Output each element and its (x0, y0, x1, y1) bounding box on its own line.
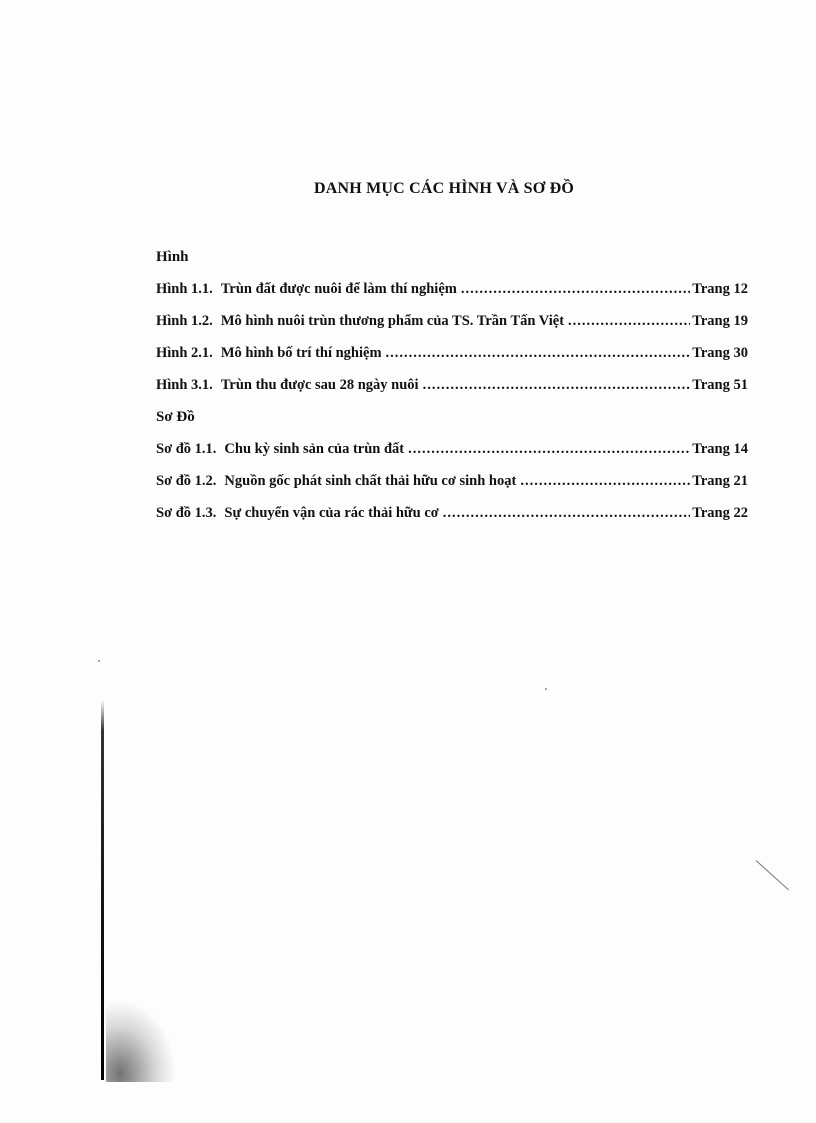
entry-number: Hình 2.1. (156, 345, 213, 361)
entry-number: Hình 1.2. (156, 313, 213, 329)
section-heading-diagrams: Sơ Đồ (156, 409, 195, 425)
dot-leader (443, 502, 690, 524)
list-item (156, 438, 748, 460)
entry-number: Hình 1.1. (156, 281, 213, 297)
entry-page: Trang 51 (692, 377, 748, 393)
list-item (156, 374, 748, 396)
entry-title: Sự chuyển vận của rác thải hữu cơ (224, 505, 439, 521)
entry-title: Mô hình bố trí thí nghiệm (220, 345, 382, 361)
entry-title: Trùn đất được nuôi để làm thí nghiệm (220, 281, 457, 297)
list-item (156, 502, 748, 524)
dot-leader (408, 438, 690, 460)
dot-leader (386, 342, 691, 364)
section-heading-figures: Hình (156, 249, 189, 265)
entry-number: Sơ đồ 1.1. (156, 441, 217, 457)
entry-title: Trùn thu được sau 28 ngày nuôi (220, 377, 419, 393)
list-item (156, 342, 748, 364)
entry-title: Mô hình nuôi trùn thương phẩm của TS. Trần Tấn Việt (220, 313, 565, 329)
list-item (156, 310, 748, 332)
entry-page: Trang 12 (692, 281, 748, 297)
scan-stroke-artifact (756, 860, 789, 890)
list-item (156, 470, 748, 492)
scan-dot-artifact (98, 660, 100, 662)
dot-leader (568, 310, 690, 332)
dot-leader (461, 278, 690, 300)
entry-title: Nguồn gốc phát sinh chất thải hữu cơ sinh hoạt (224, 473, 517, 489)
entry-number: Hình 3.1. (156, 377, 213, 393)
entry-title: Chu kỳ sinh sản của trùn đất (224, 441, 405, 457)
page-title: DANH MỤC CÁC HÌNH VÀ SƠ ĐỒ (313, 180, 575, 197)
entry-number: Sơ đồ 1.3. (156, 505, 217, 521)
entry-page: Trang 22 (692, 505, 748, 521)
entry-page: Trang 14 (692, 441, 748, 457)
dot-leader (423, 374, 691, 396)
scan-dot-artifact (545, 688, 547, 690)
scan-edge-artifact (101, 700, 104, 1080)
scan-smudge-artifact (106, 1000, 176, 1082)
list-item (156, 278, 748, 300)
entry-page: Trang 21 (692, 473, 748, 489)
entry-page: Trang 30 (692, 345, 748, 361)
entry-number: Sơ đồ 1.2. (156, 473, 217, 489)
dot-leader (520, 470, 690, 492)
entry-page: Trang 19 (692, 313, 748, 329)
list-of-figures (156, 246, 748, 534)
